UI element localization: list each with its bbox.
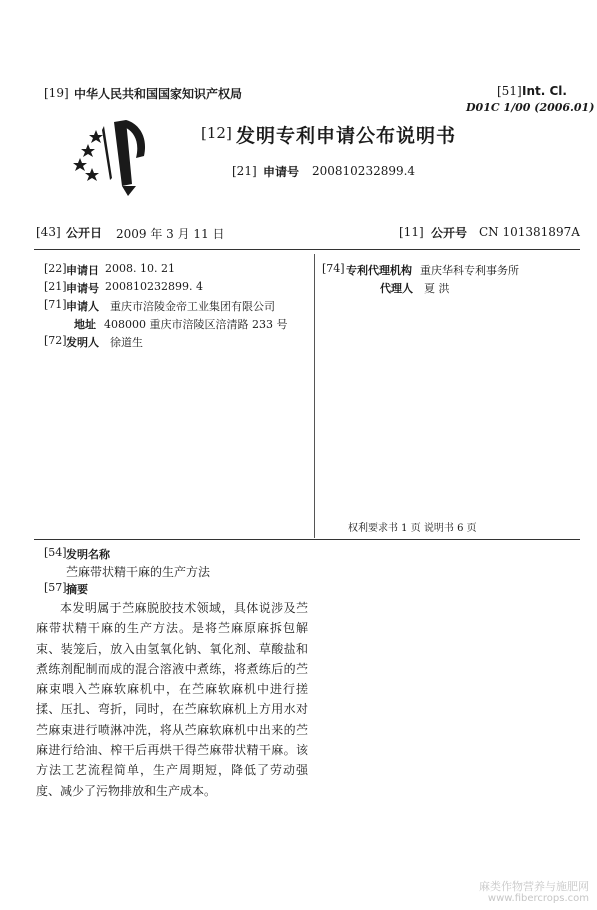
watermark-url: www.fibercrops.com <box>487 893 589 904</box>
agency-value: 重庆华科专利事务所 <box>420 264 519 277</box>
abstract-text: 本发明属于苎麻脱胶技术领域，具体说涉及苎麻带状精干麻的生产方法。是将苎麻原麻拆包解束、装笼后，放入由氢氧化钠、氧化剂、草酸盐和煮练剂配制而成的混合溶液中煮练，将煮练后的苎麻束喂入苎麻软麻机中，在苎麻软麻机中进行搓揉、压扎、弯折，同时，在苎麻软麻机上方用水对苎麻束进行喷淋冲洗，将从苎麻软麻机中出来的苎麻进行给油、榨干后再烘干得苎麻带状精干麻。该方法工艺流程简单，生产周期短，降低了劳动强度、减少了污物排放和生产成本。 <box>36 601 308 798</box>
office-code: [19] <box>44 86 69 100</box>
filing-date-code: [22] <box>44 262 67 275</box>
app-no-label-2: 申请号 <box>66 282 99 295</box>
app-no-label: 申请号 <box>263 165 300 179</box>
title-code: [54] <box>44 546 67 559</box>
doc-type-code: [12] <box>201 124 232 142</box>
address-label: 地址 <box>74 318 96 331</box>
ipc-label: Int. Cl. <box>522 84 567 98</box>
agency-label: 专利代理机构 <box>346 264 412 277</box>
ipc-code: [51] <box>497 84 522 98</box>
app-no-value-2: 200810232899. 4 <box>105 280 203 293</box>
inventor-value: 徐道生 <box>110 336 143 349</box>
abstract-code: [57] <box>44 581 67 594</box>
page-summary: 权利要求书 1 页 说明书 6 页 <box>348 523 477 534</box>
app-no-code: [21] <box>232 164 257 178</box>
invention-title: 苎麻带状精干麻的生产方法 <box>66 565 211 579</box>
applicant-label: 申请人 <box>66 300 99 313</box>
office-name: 中华人民共和国国家知识产权局 <box>74 87 243 101</box>
doc-type-title: 发明专利申请公布说明书 <box>236 125 457 147</box>
ipc-value: D01C 1/00 (2006.01) <box>466 101 595 114</box>
divider-middle <box>34 539 580 540</box>
pub-no-code: [11] <box>399 225 424 239</box>
column-divider <box>314 254 315 538</box>
divider-top <box>34 249 580 250</box>
pub-no-label: 公开号 <box>431 226 468 240</box>
pub-no-value: CN 101381897A <box>479 225 580 239</box>
pub-date-value: 2009 年 3 月 11 日 <box>116 227 225 241</box>
agent-value: 夏 洪 <box>424 282 450 295</box>
agency-code: [74] <box>322 262 345 275</box>
app-no-value: 200810232899.4 <box>312 164 416 178</box>
pub-date-label: 公开日 <box>66 226 103 240</box>
applicant-code: [71] <box>44 298 67 311</box>
inventor-label: 发明人 <box>66 336 99 349</box>
app-no-code-2: [21] <box>44 280 67 293</box>
abstract-label: 摘要 <box>66 583 88 596</box>
agent-label: 代理人 <box>380 282 413 295</box>
sipo-emblem-icon <box>66 112 154 196</box>
title-label: 发明名称 <box>66 548 110 561</box>
inventor-code: [72] <box>44 334 67 347</box>
applicant-value: 重庆市涪陵金帝工业集团有限公司 <box>110 300 275 313</box>
address-value: 408000 重庆市涪陵区涪清路 233 号 <box>104 318 288 331</box>
pub-date-code: [43] <box>36 225 61 239</box>
filing-date-value: 2008. 10. 21 <box>105 262 175 275</box>
watermark-cn: 麻类作物营养与施肥网 <box>479 880 589 893</box>
filing-date-label: 申请日 <box>66 264 99 277</box>
